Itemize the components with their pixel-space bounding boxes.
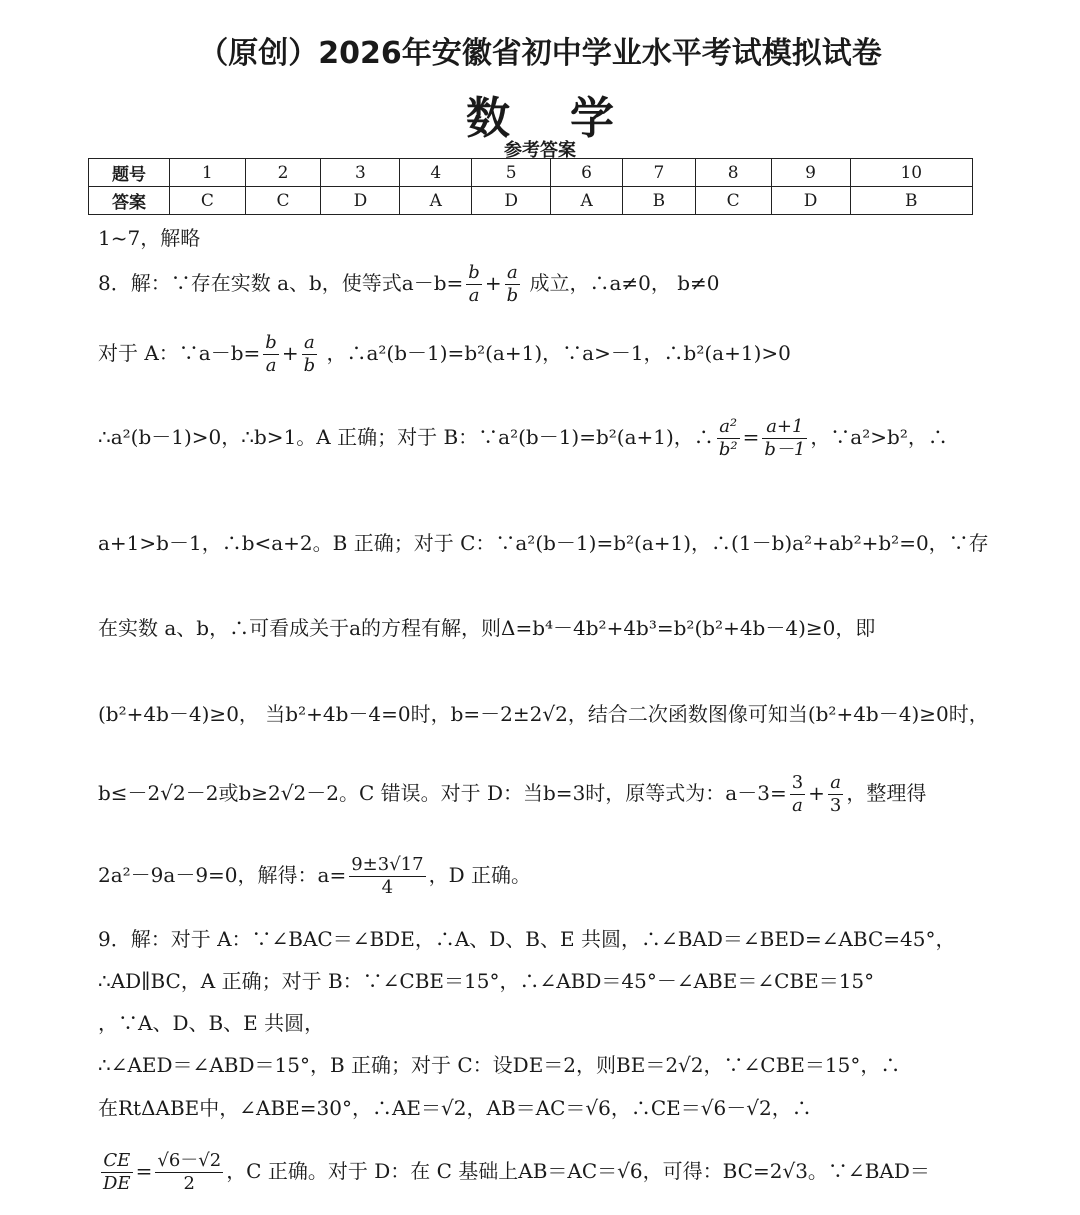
fraction-numerator: 9±3√17 bbox=[351, 854, 424, 875]
fraction bbox=[762, 416, 807, 461]
solution-line bbox=[98, 772, 926, 817]
solution-line bbox=[98, 1150, 930, 1195]
fraction-numerator: 3 bbox=[791, 772, 804, 793]
operator: = bbox=[742, 425, 760, 449]
text-segment: 成立，∴a≠0， b≠0 bbox=[523, 271, 720, 295]
question-number-cell: 10 bbox=[850, 159, 972, 187]
exam-title: （原创）2026年安徽省初中学业水平考试模拟试卷 bbox=[198, 36, 882, 71]
fraction-denominator: b² bbox=[718, 439, 738, 460]
fraction-numerator: a bbox=[302, 332, 318, 355]
fraction bbox=[349, 854, 425, 899]
fraction-denominator: a bbox=[468, 285, 480, 306]
question-number-cell: 9 bbox=[771, 159, 850, 187]
answer-cell: D bbox=[321, 187, 400, 215]
fraction bbox=[155, 1150, 223, 1195]
fraction-denominator: b－1 bbox=[764, 439, 806, 460]
fraction-denominator: 2 bbox=[183, 1173, 195, 1194]
fraction-numerator: b bbox=[265, 332, 277, 353]
text-segment: 对于 A：∵a－b= bbox=[98, 341, 261, 365]
question-number-cell: 6 bbox=[551, 159, 623, 187]
fraction-numerator: a+1 bbox=[762, 416, 807, 439]
answers-label: 参考答案 bbox=[504, 140, 576, 161]
answer-cell: D bbox=[771, 187, 850, 215]
fraction-denominator: a bbox=[792, 795, 803, 816]
question-number-cell: 7 bbox=[622, 159, 695, 187]
fraction bbox=[302, 332, 318, 377]
text-segment: ，∵a²>b²，∴ bbox=[810, 425, 948, 449]
text-segment: 8．解：∵存在实数 a、b，使等式a－b= bbox=[98, 271, 464, 295]
question-number-cell: 1 bbox=[170, 159, 246, 187]
solution-line: a+1>b－1，∴b<a+2。B 正确；对于 C：∵a²(b－1)=b²(a+1)，∴(1－b)a²+ab²+b²=0，∵存 bbox=[98, 531, 989, 555]
answer-cell: B bbox=[850, 187, 972, 215]
fraction-numerator: √6－√2 bbox=[157, 1150, 222, 1171]
solution-line: (b²+4b－4)≥0， 当b²+4b－4=0时，b=－2±2√2，结合二次函数图像可知当(b²+4b－4)≥0时， bbox=[98, 702, 989, 726]
fraction bbox=[505, 262, 521, 307]
answer-cell: D bbox=[472, 187, 551, 215]
question-number-header: 题号 bbox=[89, 159, 170, 187]
answer-cell: A bbox=[551, 187, 623, 215]
operator: = bbox=[135, 1159, 153, 1183]
answer-cell: A bbox=[400, 187, 472, 215]
question-number-cell: 3 bbox=[321, 159, 400, 187]
question-number-cell: 5 bbox=[472, 159, 551, 187]
fraction bbox=[790, 772, 805, 817]
fraction-numerator: b bbox=[468, 262, 480, 283]
solution-line: 在RtΔABE中，∠ABE=30°，∴AE＝√2，AB＝AC＝√6，∴CE＝√6－√2，∴ bbox=[98, 1096, 812, 1120]
fraction-numerator: a bbox=[828, 772, 843, 795]
answer-cell: C bbox=[245, 187, 321, 215]
fraction-numerator: CE bbox=[101, 1150, 133, 1173]
text-segment: ∴a²(b－1)>0，∴b>1。A 正确；对于 B：∵a²(b－1)=b²(a+1)，∴ bbox=[98, 425, 714, 449]
text-segment: ，C 正确。对于 D：在 C 基础上AB＝AC＝√6，可得：BC=2√3。∵∠BAD＝ bbox=[226, 1159, 930, 1183]
question-number-cell: 8 bbox=[695, 159, 771, 187]
fraction-denominator: DE bbox=[103, 1173, 131, 1194]
solution-line: ，∵A、D、B、E 共圆， bbox=[98, 1011, 325, 1035]
fraction bbox=[717, 416, 740, 461]
solution-line: ∴AD∥BC，A 正确；对于 B：∵∠CBE＝15°，∴∠ABD＝45°－∠ABE＝∠CBE＝15° bbox=[98, 969, 875, 993]
fraction-denominator: a bbox=[265, 355, 277, 376]
fraction bbox=[466, 262, 482, 307]
text-segment: ，D 正确。 bbox=[428, 863, 531, 887]
question-number-cell: 2 bbox=[245, 159, 321, 187]
answer-cell: B bbox=[622, 187, 695, 215]
text-segment: b≤－2√2－2或b≥2√2－2。C 错误。对于 D：当b=3时，原等式为：a－3= bbox=[98, 781, 787, 805]
fraction-denominator: 3 bbox=[829, 795, 842, 816]
text-segment: ，∴a²(b－1)=b²(a+1)，∵a>－1，∴b²(a+1)>0 bbox=[320, 341, 791, 365]
answer-cell: C bbox=[695, 187, 771, 215]
text-segment: 2a²－9a－9=0，解得：a= bbox=[98, 863, 347, 887]
answer-table bbox=[88, 158, 973, 215]
fraction bbox=[828, 772, 843, 817]
solution-line bbox=[98, 262, 720, 307]
operator: + bbox=[808, 781, 825, 805]
operator: + bbox=[281, 341, 299, 365]
text-segment: ，整理得 bbox=[846, 781, 927, 805]
solution-line bbox=[98, 332, 791, 377]
fraction bbox=[263, 332, 279, 377]
fraction-denominator: b bbox=[303, 355, 316, 376]
answer-cell: C bbox=[170, 187, 246, 215]
subject-title: 数学 bbox=[466, 93, 674, 144]
fraction-numerator: a bbox=[505, 262, 521, 285]
operator: + bbox=[484, 271, 502, 295]
solution-line: ∴∠AED＝∠ABD＝15°，B 正确；对于 C：设DE＝2，则BE＝2√2，∵∠CBE＝15°，∴ bbox=[98, 1053, 901, 1077]
solution-line bbox=[98, 416, 948, 461]
question-number-cell: 4 bbox=[400, 159, 472, 187]
solution-line: 9．解：对于 A：∵∠BAC＝∠BDE，∴A、D、B、E 共圆，∴∠BAD＝∠BED=∠ABC=45°， bbox=[98, 927, 956, 951]
solution-line: 1~7，解略 bbox=[98, 226, 201, 250]
fraction bbox=[101, 1150, 133, 1195]
solution-line bbox=[98, 854, 531, 899]
fraction-denominator: 4 bbox=[381, 877, 394, 898]
fraction-numerator: a² bbox=[717, 416, 740, 439]
solution-line: 在实数 a、b，∴可看成关于a的方程有解，则Δ=b⁴－4b²+4b³=b²(b²+4b－4)≥0，即 bbox=[98, 616, 876, 640]
answer-row bbox=[89, 187, 973, 215]
fraction-denominator: b bbox=[506, 285, 519, 306]
answer-header: 答案 bbox=[89, 187, 170, 215]
question-number-row bbox=[89, 159, 973, 187]
